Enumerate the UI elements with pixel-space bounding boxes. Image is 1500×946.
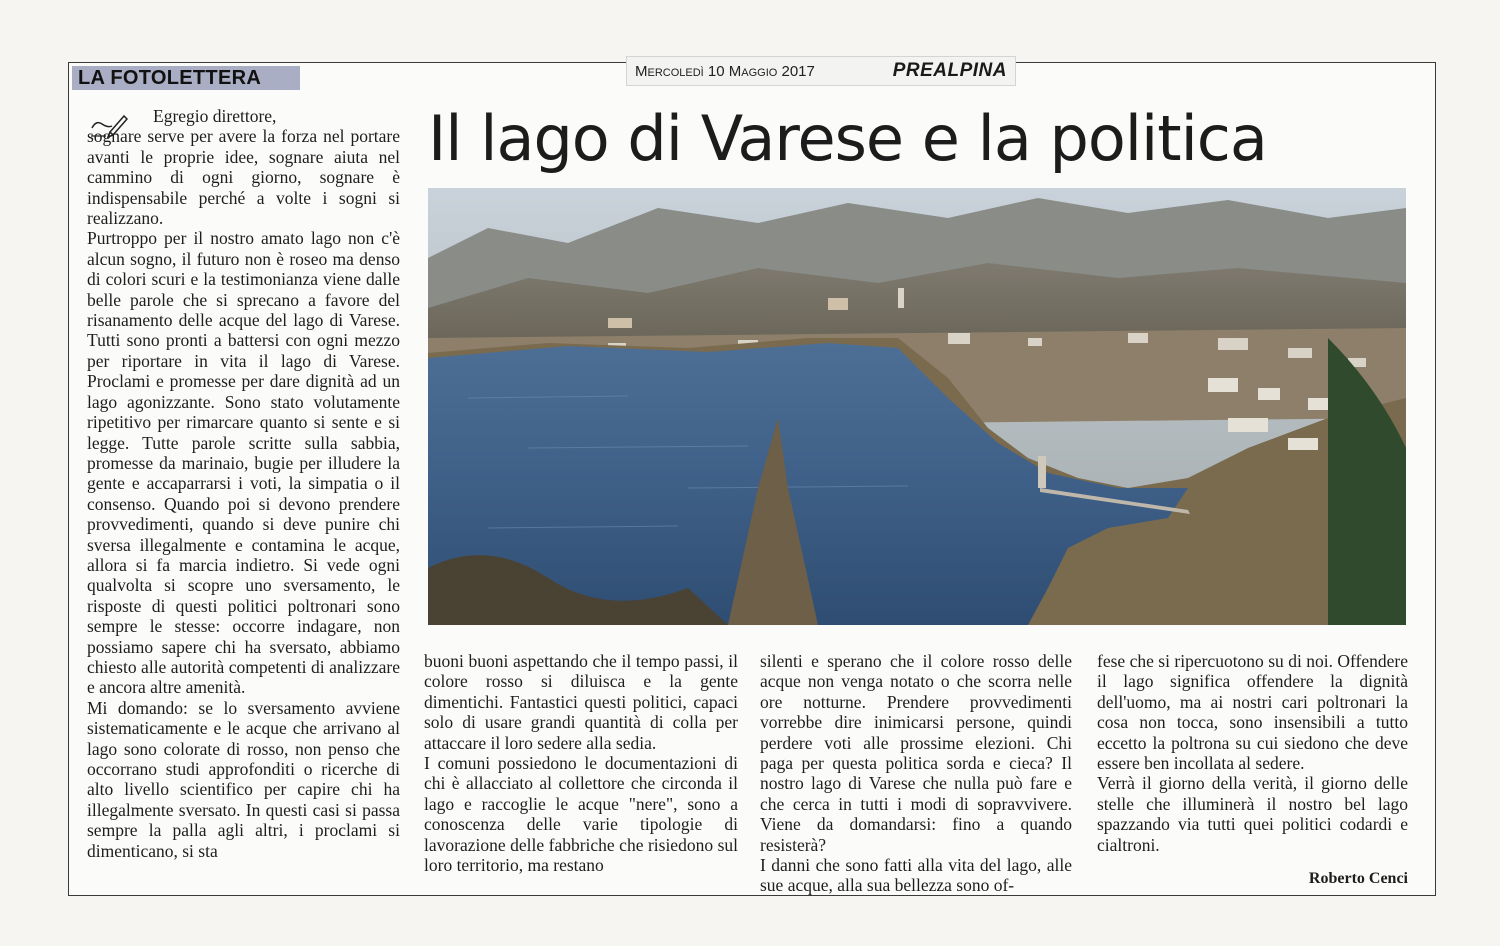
salutation: Egregio direttore, <box>153 106 277 126</box>
lake-photo <box>428 188 1406 625</box>
paragraph: sognare serve per avere la forza nel portare avanti le proprie idee, sognare aiuta nel cammino di ogni giorno, sognare è indispensabile perché a volte i sogni si realizzano. <box>87 126 400 229</box>
paragraph: Purtroppo per il nostro amato lago non c'è alcun sogno, il futuro non è roseo ma denso di colori scuri e la testimonianza viene dalle belle parole che si sprecano a favore del risanamento delle acque del lago di Varese. Tutti sono pronti a battersi con ogni mezzo per riportare in vita il lago di Varese. Proclami e promesse per dare dignità ad un lago agonizzante. Sono stato volutamente ripetitivo per rimarcare quanto si sente e si legge. Tutte parole scritte sulla sabbia, promesse da marinaio, bugie per illudere la gente e accaparrarsi i voti, la simpatia o il consenso. Quando poi si devono prendere provvedimenti, quando si deve punire chi sversa illegalmente e contamina le acque, allora si fa marcia indietro. Si vede ogni qualvolta si scopre uno sversamento, le risposte di questi politici poltronari sono sempre le stesse: occorre indagare, non possiamo sapere chi ha sversato, abbiamo chiesto alle autorità competenti di analizzare e ancora altre amenità. <box>87 228 400 698</box>
article-column-3 <box>760 651 1072 896</box>
author-signature: Roberto Cenci <box>1308 870 1408 887</box>
paragraph: buoni buoni aspettando che il tempo passi, il colore rosso si diluisca e la gente dimentichi. Fantastici questi politici, capaci solo di usare grandi quantità di colla per attaccare il loro sedere alla sedia. <box>424 651 738 753</box>
newspaper-logo: PREALPINA <box>892 60 1007 81</box>
paragraph: Mi domando: se lo sversamento avviene sistematicamente e le acque che arrivano al lago sono colorate di rosso, non penso che occorrano studi approfonditi o ricerche di alto livello scientifico per capire chi ha illegalmente sversato. In questi casi si passa sempre la palla agli altri, i proclami si dimenticano, si sta <box>87 697 400 861</box>
article-column-2 <box>424 651 738 875</box>
bleed-through-text <box>40 906 1480 922</box>
article-column-4 <box>1097 651 1408 855</box>
article-column-1 <box>87 106 400 861</box>
issue-date: Mercoledì 10 Maggio 2017 <box>635 62 815 80</box>
paragraph: fese che si ripercuotono su di noi. Offendere il lago significa offendere la dignità dell'uomo, ma ai nostri cari poltronari la cosa non tocca, sono insensibili a tutto eccetto la poltrona su cui siedono che deve essere ben incollata al sedere. <box>1097 651 1408 774</box>
paragraph: I danni che sono fatti alla vita del lago, alle sue acque, alla sua bellezza sono of- <box>760 855 1072 896</box>
headline: Il lago di Varese e la politica <box>428 102 1267 175</box>
paragraph: silenti e sperano che il colore rosso delle acque non venga notato o che scorra nelle ore notturne. Prendere provvedimenti vorrebbe dire inimicarsi persone, quindi perdere voti alle prossime elezioni. Chi paga per questa politica sorda e cieca? Il nostro lago di Varese che nulla può fare e che cerca in tutti i modi di sopravvivere. Viene da domandarsi: fino a quando resisterà? <box>760 651 1072 855</box>
section-label: LA FOTOLETTERA <box>72 66 300 90</box>
dateline <box>626 56 1016 86</box>
paragraph: I comuni possiedono le documentazioni di chi è allacciato al collettore che circonda il lago e raccoglie le acque "nere", sono a conoscenza delle varie tipologie di lavorazione delle fabbriche che risiedono sul loro territorio, ma restano <box>424 753 738 876</box>
paragraph: Verrà il giorno della verità, il giorno delle stelle che illuminerà il nostro bel lago spazzando via tutti quei politici codardi e cialtroni. <box>1097 773 1408 855</box>
